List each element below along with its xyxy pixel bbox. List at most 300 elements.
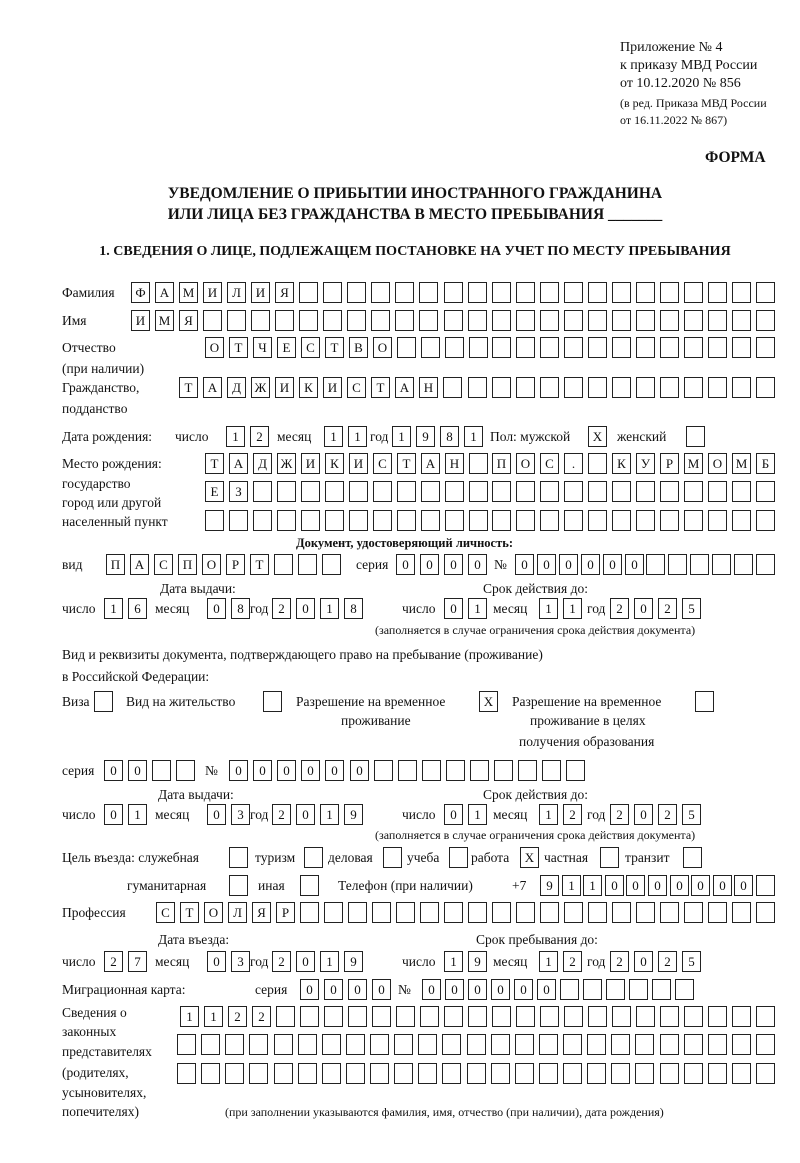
patronymic-field-cell[interactable] bbox=[564, 337, 583, 358]
migration-number-field-cell[interactable] bbox=[675, 979, 694, 1000]
birthplace-field-2-cell[interactable] bbox=[373, 481, 392, 502]
citizenship-field-cell[interactable]: Т bbox=[179, 377, 198, 398]
permit-issue-month-field-cell[interactable]: 3 bbox=[231, 804, 250, 825]
surname-field-cell[interactable] bbox=[468, 282, 487, 303]
surname-field-cell[interactable] bbox=[444, 282, 463, 303]
id-valid-month-field-cell[interactable]: 1 bbox=[563, 598, 582, 619]
name-field-cell[interactable] bbox=[227, 310, 246, 331]
representatives-field-1-cell[interactable] bbox=[564, 1006, 583, 1027]
representatives-field-2-cell[interactable] bbox=[660, 1034, 679, 1055]
entry-day-field-cell[interactable]: 2 bbox=[104, 951, 123, 972]
permit-number-field-cell[interactable]: 0 bbox=[253, 760, 272, 781]
representatives-field-2-cell[interactable] bbox=[515, 1034, 534, 1055]
birthplace-field-3-cell[interactable] bbox=[373, 510, 392, 531]
representatives-field-2-cell[interactable] bbox=[587, 1034, 606, 1055]
sex-male-checkbox[interactable]: X bbox=[588, 426, 607, 447]
id-series-field-cell[interactable]: 0 bbox=[396, 554, 415, 575]
representatives-field-2-cell[interactable] bbox=[563, 1034, 582, 1055]
id-number-field-cell[interactable] bbox=[690, 554, 709, 575]
representatives-field-1-cell[interactable] bbox=[396, 1006, 415, 1027]
citizenship-field-cell[interactable] bbox=[636, 377, 655, 398]
representatives-field-3-cell[interactable] bbox=[370, 1063, 389, 1084]
profession-field-cell[interactable]: Я bbox=[252, 902, 271, 923]
surname-field-cell[interactable] bbox=[660, 282, 679, 303]
representatives-field-3-cell[interactable] bbox=[587, 1063, 606, 1084]
name-field-cell[interactable] bbox=[660, 310, 679, 331]
birth-year-field-cell[interactable]: 8 bbox=[440, 426, 459, 447]
birthplace-field-2-cell[interactable] bbox=[349, 481, 368, 502]
patronymic-field-cell[interactable]: О bbox=[205, 337, 224, 358]
phone-field-cell[interactable]: 0 bbox=[734, 875, 753, 896]
patronymic-field-cell[interactable] bbox=[397, 337, 416, 358]
purpose-service-checkbox[interactable] bbox=[229, 847, 248, 868]
profession-field-cell[interactable] bbox=[708, 902, 727, 923]
purpose-private-checkbox[interactable] bbox=[600, 847, 619, 868]
representatives-field-2-cell[interactable] bbox=[708, 1034, 727, 1055]
birthplace-field-3-cell[interactable] bbox=[229, 510, 248, 531]
birthplace-field-1-cell[interactable]: Р bbox=[660, 453, 679, 474]
surname-field-cell[interactable] bbox=[684, 282, 703, 303]
id-number-field-cell[interactable] bbox=[712, 554, 731, 575]
birth-year-field-cell[interactable]: 1 bbox=[464, 426, 483, 447]
id-issue-day-field-cell[interactable]: 6 bbox=[128, 598, 147, 619]
profession-field-cell[interactable] bbox=[324, 902, 343, 923]
birthplace-field-1-cell[interactable]: К bbox=[612, 453, 631, 474]
birth-day-field-cell[interactable]: 2 bbox=[250, 426, 269, 447]
patronymic-field-cell[interactable] bbox=[469, 337, 488, 358]
citizenship-field-cell[interactable] bbox=[756, 377, 775, 398]
representatives-field-2-cell[interactable] bbox=[684, 1034, 703, 1055]
phone-field-cell[interactable]: 9 bbox=[540, 875, 559, 896]
birthplace-field-2-cell[interactable] bbox=[684, 481, 703, 502]
permit-number-field-cell[interactable] bbox=[566, 760, 585, 781]
citizenship-field-cell[interactable]: Н bbox=[419, 377, 438, 398]
entry-month-field-cell[interactable]: 3 bbox=[231, 951, 250, 972]
permit-issue-year-field-cell[interactable]: 1 bbox=[320, 804, 339, 825]
surname-field-cell[interactable]: М bbox=[179, 282, 198, 303]
stay-year-field-cell[interactable]: 5 bbox=[682, 951, 701, 972]
surname-field-cell[interactable]: И bbox=[251, 282, 270, 303]
stay-month-field-cell[interactable]: 2 bbox=[563, 951, 582, 972]
purpose-work-checkbox[interactable]: X bbox=[520, 847, 539, 868]
birthplace-field-1-cell[interactable]: П bbox=[492, 453, 511, 474]
purpose-transit-checkbox[interactable] bbox=[683, 847, 702, 868]
representatives-field-1-cell[interactable] bbox=[324, 1006, 343, 1027]
patronymic-field-cell[interactable]: Е bbox=[277, 337, 296, 358]
birth-month-field-cell[interactable]: 1 bbox=[324, 426, 343, 447]
representatives-field-1-cell[interactable] bbox=[444, 1006, 463, 1027]
birthplace-field-3-cell[interactable] bbox=[397, 510, 416, 531]
citizenship-field-cell[interactable]: К bbox=[299, 377, 318, 398]
permit-issue-year-field-cell[interactable]: 9 bbox=[344, 804, 363, 825]
representatives-field-2-cell[interactable] bbox=[346, 1034, 365, 1055]
birthplace-field-3-cell[interactable] bbox=[325, 510, 344, 531]
entry-year-field-cell[interactable]: 0 bbox=[296, 951, 315, 972]
birthplace-field-2-cell[interactable] bbox=[325, 481, 344, 502]
representatives-field-3-cell[interactable] bbox=[394, 1063, 413, 1084]
citizenship-field-cell[interactable] bbox=[492, 377, 511, 398]
permit-issue-day-field-cell[interactable]: 0 bbox=[104, 804, 123, 825]
surname-field-cell[interactable] bbox=[516, 282, 535, 303]
stay-year-field-cell[interactable]: 0 bbox=[634, 951, 653, 972]
permit-number-field-cell[interactable]: 0 bbox=[301, 760, 320, 781]
citizenship-field-cell[interactable]: Ж bbox=[251, 377, 270, 398]
permit-issue-day-field-cell[interactable]: 1 bbox=[128, 804, 147, 825]
patronymic-field-cell[interactable] bbox=[516, 337, 535, 358]
surname-field-cell[interactable]: Ф bbox=[131, 282, 150, 303]
birthplace-field-2-cell[interactable]: З bbox=[229, 481, 248, 502]
representatives-field-2-cell[interactable] bbox=[635, 1034, 654, 1055]
representatives-field-3-cell[interactable] bbox=[611, 1063, 630, 1084]
birthplace-field-1-cell[interactable]: Т bbox=[205, 453, 224, 474]
birthplace-field-3-cell[interactable] bbox=[588, 510, 607, 531]
permit-number-field-cell[interactable] bbox=[446, 760, 465, 781]
profession-field-cell[interactable] bbox=[684, 902, 703, 923]
name-field-cell[interactable] bbox=[636, 310, 655, 331]
name-field-cell[interactable] bbox=[516, 310, 535, 331]
citizenship-field-cell[interactable]: Д bbox=[227, 377, 246, 398]
birthplace-field-1-cell[interactable]: Н bbox=[445, 453, 464, 474]
name-field-cell[interactable] bbox=[684, 310, 703, 331]
birthplace-field-3-cell[interactable] bbox=[349, 510, 368, 531]
id-issue-year-field-cell[interactable]: 0 bbox=[296, 598, 315, 619]
birthplace-field-1-cell[interactable]: Д bbox=[253, 453, 272, 474]
migration-number-field-cell[interactable]: 0 bbox=[537, 979, 556, 1000]
phone-field-cell[interactable]: 0 bbox=[626, 875, 645, 896]
representatives-field-1-cell[interactable] bbox=[708, 1006, 727, 1027]
birthplace-field-2-cell[interactable] bbox=[445, 481, 464, 502]
patronymic-field-cell[interactable] bbox=[421, 337, 440, 358]
representatives-field-1-cell[interactable] bbox=[588, 1006, 607, 1027]
phone-field-cell[interactable]: 0 bbox=[605, 875, 624, 896]
name-field-cell[interactable] bbox=[419, 310, 438, 331]
representatives-field-2-cell[interactable] bbox=[274, 1034, 293, 1055]
migration-series-field-cell[interactable]: 0 bbox=[372, 979, 391, 1000]
birthplace-field-1-cell[interactable]: . bbox=[564, 453, 583, 474]
patronymic-field-cell[interactable] bbox=[732, 337, 751, 358]
name-field-cell[interactable]: Я bbox=[179, 310, 198, 331]
representatives-field-3-cell[interactable] bbox=[177, 1063, 196, 1084]
id-type-field-cell[interactable]: П bbox=[178, 554, 197, 575]
representatives-field-2-cell[interactable] bbox=[177, 1034, 196, 1055]
patronymic-field-cell[interactable] bbox=[684, 337, 703, 358]
representatives-field-3-cell[interactable] bbox=[418, 1063, 437, 1084]
birthplace-field-3-cell[interactable] bbox=[636, 510, 655, 531]
birthplace-field-2-cell[interactable] bbox=[756, 481, 775, 502]
profession-field-cell[interactable] bbox=[492, 902, 511, 923]
birthplace-field-3-cell[interactable] bbox=[564, 510, 583, 531]
name-field-cell[interactable] bbox=[492, 310, 511, 331]
id-series-field-cell[interactable]: 0 bbox=[468, 554, 487, 575]
birth-year-field-cell[interactable]: 9 bbox=[416, 426, 435, 447]
citizenship-field-cell[interactable] bbox=[564, 377, 583, 398]
representatives-field-3-cell[interactable] bbox=[249, 1063, 268, 1084]
profession-field-cell[interactable]: Л bbox=[228, 902, 247, 923]
permit-number-field-cell[interactable]: 0 bbox=[229, 760, 248, 781]
birthplace-field-2-cell[interactable] bbox=[564, 481, 583, 502]
patronymic-field-cell[interactable]: С bbox=[301, 337, 320, 358]
birthplace-field-1-cell[interactable]: Б bbox=[756, 453, 775, 474]
birthplace-field-3-cell[interactable] bbox=[732, 510, 751, 531]
id-issue-month-field-cell[interactable]: 0 bbox=[207, 598, 226, 619]
phone-field-cell[interactable]: 1 bbox=[583, 875, 602, 896]
birthplace-field-3-cell[interactable] bbox=[301, 510, 320, 531]
name-field-cell[interactable] bbox=[612, 310, 631, 331]
representatives-field-1-cell[interactable] bbox=[660, 1006, 679, 1027]
sex-female-checkbox[interactable] bbox=[686, 426, 705, 447]
migration-series-field-cell[interactable]: 0 bbox=[324, 979, 343, 1000]
permit-number-field-cell[interactable] bbox=[422, 760, 441, 781]
id-type-field-cell[interactable] bbox=[274, 554, 293, 575]
profession-field-cell[interactable] bbox=[468, 902, 487, 923]
birthplace-field-1-cell[interactable]: А bbox=[229, 453, 248, 474]
representatives-field-1-cell[interactable]: 2 bbox=[252, 1006, 271, 1027]
birthplace-field-3-cell[interactable] bbox=[469, 510, 488, 531]
id-number-field-cell[interactable]: 0 bbox=[559, 554, 578, 575]
birthplace-field-3-cell[interactable] bbox=[756, 510, 775, 531]
migration-series-field-cell[interactable]: 0 bbox=[300, 979, 319, 1000]
representatives-field-3-cell[interactable] bbox=[201, 1063, 220, 1084]
representatives-field-3-cell[interactable] bbox=[298, 1063, 317, 1084]
representatives-field-3-cell[interactable] bbox=[491, 1063, 510, 1084]
surname-field-cell[interactable] bbox=[419, 282, 438, 303]
id-valid-year-field-cell[interactable]: 2 bbox=[658, 598, 677, 619]
id-type-field-cell[interactable]: А bbox=[130, 554, 149, 575]
birthplace-field-3-cell[interactable] bbox=[612, 510, 631, 531]
temp-residence-checkbox[interactable]: X bbox=[479, 691, 498, 712]
patronymic-field-cell[interactable] bbox=[588, 337, 607, 358]
name-field-cell[interactable] bbox=[347, 310, 366, 331]
entry-month-field-cell[interactable]: 0 bbox=[207, 951, 226, 972]
citizenship-field-cell[interactable] bbox=[612, 377, 631, 398]
permit-number-field-cell[interactable]: 0 bbox=[325, 760, 344, 781]
birth-month-field-cell[interactable]: 1 bbox=[348, 426, 367, 447]
birthplace-field-2-cell[interactable] bbox=[612, 481, 631, 502]
purpose-tourism-checkbox[interactable] bbox=[304, 847, 323, 868]
surname-field-cell[interactable]: И bbox=[203, 282, 222, 303]
patronymic-field-cell[interactable] bbox=[756, 337, 775, 358]
profession-field-cell[interactable] bbox=[372, 902, 391, 923]
representatives-field-2-cell[interactable] bbox=[418, 1034, 437, 1055]
id-number-field-cell[interactable]: 0 bbox=[581, 554, 600, 575]
representatives-field-3-cell[interactable] bbox=[515, 1063, 534, 1084]
name-field-cell[interactable] bbox=[564, 310, 583, 331]
surname-field-cell[interactable] bbox=[636, 282, 655, 303]
profession-field-cell[interactable]: Р bbox=[276, 902, 295, 923]
citizenship-field-cell[interactable] bbox=[708, 377, 727, 398]
permit-number-field-cell[interactable] bbox=[518, 760, 537, 781]
id-valid-year-field-cell[interactable]: 5 bbox=[682, 598, 701, 619]
id-number-field-cell[interactable]: 0 bbox=[515, 554, 534, 575]
profession-field-cell[interactable]: С bbox=[156, 902, 175, 923]
birthplace-field-3-cell[interactable] bbox=[277, 510, 296, 531]
permit-valid-year-field-cell[interactable]: 5 bbox=[682, 804, 701, 825]
permit-valid-day-field-cell[interactable]: 0 bbox=[444, 804, 463, 825]
stay-year-field-cell[interactable]: 2 bbox=[658, 951, 677, 972]
patronymic-field-cell[interactable] bbox=[492, 337, 511, 358]
birthplace-field-3-cell[interactable] bbox=[205, 510, 224, 531]
representatives-field-3-cell[interactable] bbox=[756, 1063, 775, 1084]
representatives-field-1-cell[interactable] bbox=[540, 1006, 559, 1027]
representatives-field-1-cell[interactable]: 1 bbox=[204, 1006, 223, 1027]
birthplace-field-2-cell[interactable] bbox=[516, 481, 535, 502]
representatives-field-2-cell[interactable] bbox=[442, 1034, 461, 1055]
id-number-field-cell[interactable]: 0 bbox=[625, 554, 644, 575]
residence-permit-checkbox[interactable] bbox=[263, 691, 282, 712]
representatives-field-3-cell[interactable] bbox=[708, 1063, 727, 1084]
patronymic-field-cell[interactable]: Т bbox=[325, 337, 344, 358]
permit-issue-month-field-cell[interactable]: 0 bbox=[207, 804, 226, 825]
name-field-cell[interactable] bbox=[203, 310, 222, 331]
birthplace-field-2-cell[interactable] bbox=[397, 481, 416, 502]
permit-number-field-cell[interactable] bbox=[398, 760, 417, 781]
citizenship-field-cell[interactable] bbox=[588, 377, 607, 398]
birthplace-field-2-cell[interactable]: Е bbox=[205, 481, 224, 502]
citizenship-field-cell[interactable] bbox=[732, 377, 751, 398]
id-series-field-cell[interactable]: 0 bbox=[420, 554, 439, 575]
id-number-field-cell[interactable] bbox=[646, 554, 665, 575]
representatives-field-1-cell[interactable] bbox=[612, 1006, 631, 1027]
phone-field-cell[interactable] bbox=[756, 875, 775, 896]
representatives-field-2-cell[interactable] bbox=[249, 1034, 268, 1055]
id-valid-day-field-cell[interactable]: 0 bbox=[444, 598, 463, 619]
representatives-field-3-cell[interactable] bbox=[442, 1063, 461, 1084]
surname-field-cell[interactable] bbox=[564, 282, 583, 303]
birthplace-field-1-cell[interactable]: А bbox=[421, 453, 440, 474]
profession-field-cell[interactable]: Т bbox=[180, 902, 199, 923]
birthplace-field-3-cell[interactable] bbox=[516, 510, 535, 531]
profession-field-cell[interactable] bbox=[732, 902, 751, 923]
surname-field-cell[interactable]: А bbox=[155, 282, 174, 303]
birthplace-field-1-cell[interactable]: С bbox=[540, 453, 559, 474]
phone-field-cell[interactable]: 0 bbox=[713, 875, 732, 896]
migration-number-field-cell[interactable] bbox=[583, 979, 602, 1000]
birthplace-field-3-cell[interactable] bbox=[540, 510, 559, 531]
id-type-field-cell[interactable]: О bbox=[202, 554, 221, 575]
permit-number-field-cell[interactable]: 0 bbox=[277, 760, 296, 781]
surname-field-cell[interactable]: Л bbox=[227, 282, 246, 303]
phone-field-cell[interactable]: 0 bbox=[648, 875, 667, 896]
temp-residence-edu-checkbox[interactable] bbox=[695, 691, 714, 712]
permit-number-field-cell[interactable] bbox=[374, 760, 393, 781]
purpose-other-checkbox[interactable] bbox=[300, 875, 319, 896]
name-field-cell[interactable] bbox=[299, 310, 318, 331]
birthplace-field-1-cell[interactable] bbox=[588, 453, 607, 474]
permit-series-field-cell[interactable] bbox=[176, 760, 195, 781]
permit-number-field-cell[interactable] bbox=[494, 760, 513, 781]
representatives-field-1-cell[interactable] bbox=[300, 1006, 319, 1027]
representatives-field-3-cell[interactable] bbox=[225, 1063, 244, 1084]
permit-number-field-cell[interactable] bbox=[542, 760, 561, 781]
birthplace-field-1-cell[interactable]: О bbox=[708, 453, 727, 474]
id-type-field-cell[interactable] bbox=[298, 554, 317, 575]
patronymic-field-cell[interactable]: Т bbox=[229, 337, 248, 358]
birthplace-field-3-cell[interactable] bbox=[660, 510, 679, 531]
patronymic-field-cell[interactable] bbox=[540, 337, 559, 358]
birthplace-field-2-cell[interactable] bbox=[301, 481, 320, 502]
permit-valid-month-field-cell[interactable]: 2 bbox=[563, 804, 582, 825]
purpose-business-checkbox[interactable] bbox=[383, 847, 402, 868]
id-valid-month-field-cell[interactable]: 1 bbox=[539, 598, 558, 619]
birthplace-field-2-cell[interactable] bbox=[732, 481, 751, 502]
representatives-field-3-cell[interactable] bbox=[684, 1063, 703, 1084]
surname-field-cell[interactable]: Я bbox=[275, 282, 294, 303]
patronymic-field-cell[interactable]: Ч bbox=[253, 337, 272, 358]
migration-number-field-cell[interactable] bbox=[652, 979, 671, 1000]
birthplace-field-2-cell[interactable] bbox=[708, 481, 727, 502]
migration-number-field-cell[interactable]: 0 bbox=[468, 979, 487, 1000]
birthplace-field-3-cell[interactable] bbox=[421, 510, 440, 531]
id-number-field-cell[interactable]: 0 bbox=[537, 554, 556, 575]
id-number-field-cell[interactable] bbox=[734, 554, 753, 575]
patronymic-field-cell[interactable]: В bbox=[349, 337, 368, 358]
representatives-field-1-cell[interactable] bbox=[516, 1006, 535, 1027]
citizenship-field-cell[interactable]: С bbox=[347, 377, 366, 398]
profession-field-cell[interactable] bbox=[420, 902, 439, 923]
citizenship-field-cell[interactable]: Т bbox=[371, 377, 390, 398]
surname-field-cell[interactable] bbox=[492, 282, 511, 303]
purpose-humanitarian-checkbox[interactable] bbox=[229, 875, 248, 896]
name-field-cell[interactable]: М bbox=[155, 310, 174, 331]
representatives-field-2-cell[interactable] bbox=[225, 1034, 244, 1055]
representatives-field-3-cell[interactable] bbox=[467, 1063, 486, 1084]
surname-field-cell[interactable] bbox=[323, 282, 342, 303]
representatives-field-3-cell[interactable] bbox=[322, 1063, 341, 1084]
id-number-field-cell[interactable]: 0 bbox=[603, 554, 622, 575]
profession-field-cell[interactable] bbox=[588, 902, 607, 923]
permit-number-field-cell[interactable]: 0 bbox=[350, 760, 369, 781]
permit-series-field-cell[interactable] bbox=[152, 760, 171, 781]
stay-day-field-cell[interactable]: 9 bbox=[468, 951, 487, 972]
surname-field-cell[interactable] bbox=[540, 282, 559, 303]
name-field-cell[interactable] bbox=[588, 310, 607, 331]
profession-field-cell[interactable] bbox=[348, 902, 367, 923]
id-valid-year-field-cell[interactable]: 2 bbox=[610, 598, 629, 619]
name-field-cell[interactable] bbox=[371, 310, 390, 331]
profession-field-cell[interactable] bbox=[300, 902, 319, 923]
citizenship-field-cell[interactable] bbox=[540, 377, 559, 398]
profession-field-cell[interactable] bbox=[444, 902, 463, 923]
surname-field-cell[interactable] bbox=[756, 282, 775, 303]
birthplace-field-2-cell[interactable] bbox=[421, 481, 440, 502]
profession-field-cell[interactable] bbox=[396, 902, 415, 923]
patronymic-field-cell[interactable] bbox=[612, 337, 631, 358]
profession-field-cell[interactable] bbox=[660, 902, 679, 923]
birthplace-field-1-cell[interactable]: М bbox=[684, 453, 703, 474]
citizenship-field-cell[interactable] bbox=[468, 377, 487, 398]
surname-field-cell[interactable] bbox=[588, 282, 607, 303]
birthplace-field-3-cell[interactable] bbox=[708, 510, 727, 531]
birthplace-field-1-cell[interactable]: У bbox=[636, 453, 655, 474]
id-issue-day-field-cell[interactable]: 1 bbox=[104, 598, 123, 619]
surname-field-cell[interactable] bbox=[299, 282, 318, 303]
permit-series-field-cell[interactable]: 0 bbox=[104, 760, 123, 781]
birthplace-field-2-cell[interactable] bbox=[660, 481, 679, 502]
entry-year-field-cell[interactable]: 9 bbox=[344, 951, 363, 972]
citizenship-field-cell[interactable]: И bbox=[275, 377, 294, 398]
entry-year-field-cell[interactable]: 2 bbox=[272, 951, 291, 972]
citizenship-field-cell[interactable] bbox=[660, 377, 679, 398]
citizenship-field-cell[interactable]: И bbox=[323, 377, 342, 398]
representatives-field-2-cell[interactable] bbox=[732, 1034, 751, 1055]
birthplace-field-2-cell[interactable] bbox=[540, 481, 559, 502]
birthplace-field-1-cell[interactable]: Ж bbox=[277, 453, 296, 474]
phone-field-cell[interactable]: 1 bbox=[562, 875, 581, 896]
id-type-field-cell[interactable] bbox=[322, 554, 341, 575]
birthplace-field-2-cell[interactable] bbox=[588, 481, 607, 502]
citizenship-field-cell[interactable]: А bbox=[395, 377, 414, 398]
representatives-field-1-cell[interactable] bbox=[372, 1006, 391, 1027]
